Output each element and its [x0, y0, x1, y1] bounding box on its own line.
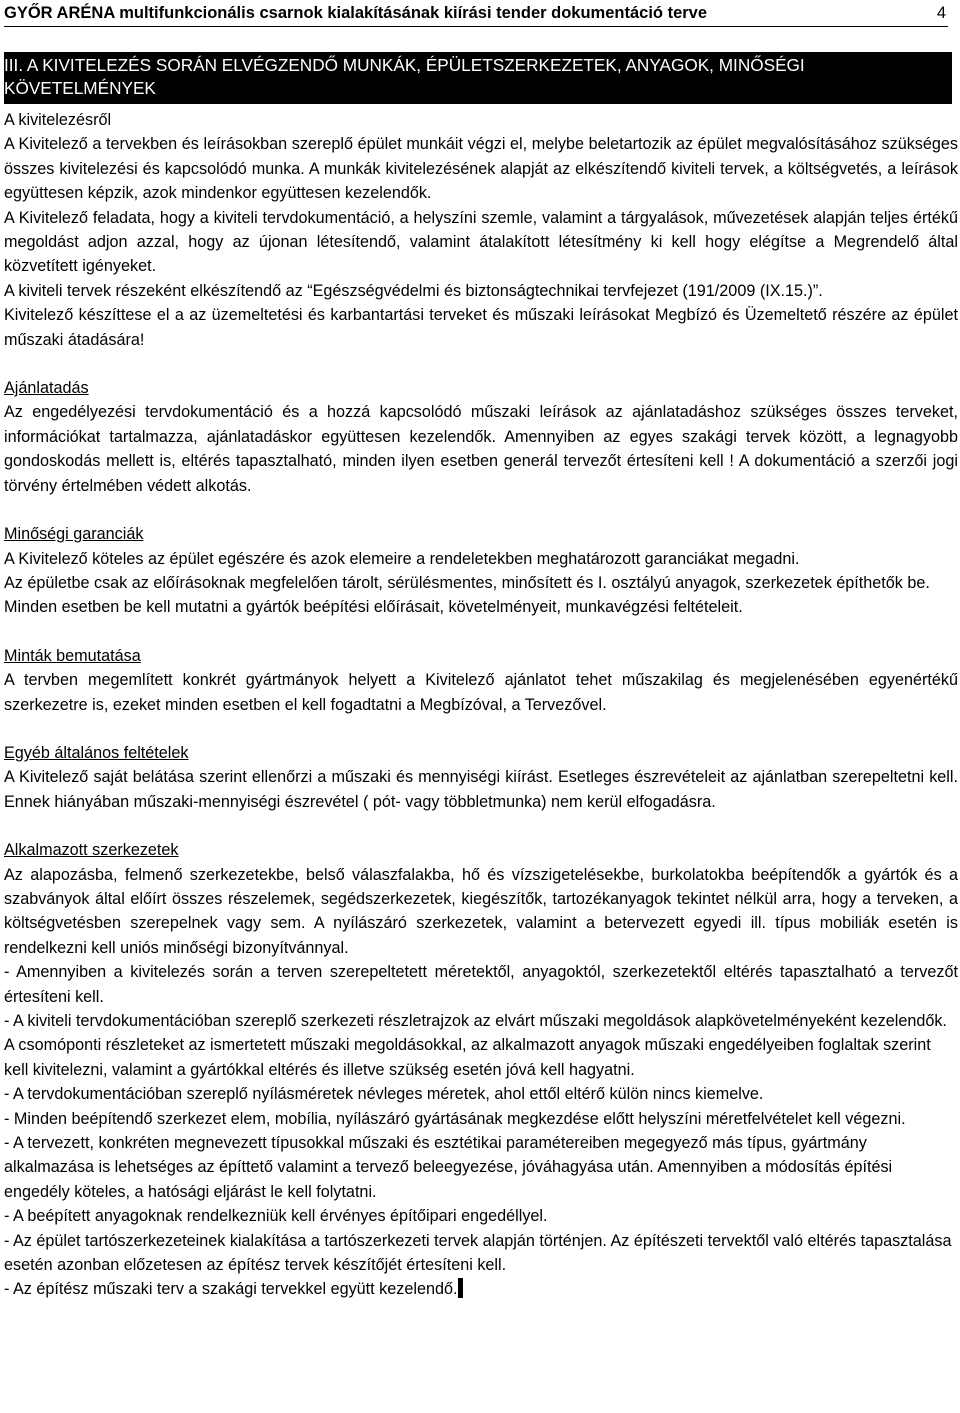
page-number: 4: [936, 4, 946, 22]
section-title-minosegi-garanciak: Minőségi garanciák: [4, 525, 144, 544]
paragraph: Az engedélyezési tervdokumentáció és a hozzá kapcsolódó műszaki leírások az ajánlatadáshoz szükséges összes terveket, információkat tartalmazza, ajánlatadáskor együttesen kezelendők. Amennyiben az egyes szakági tervek között, a legnagyobb gondoskodás mellett is, eltérés tapasztalható, minden ilyen esetben generál tervezőt értesíteni kell ! A dokumentáció a szerzői jogi törvény értelmében védett alkotás.: [4, 403, 958, 495]
header-title: GYŐR ARÉNA multifunkcionális csarnok kialakításának kiírási tender dokumentáció terve: [4, 4, 708, 22]
list-item: - Amennyiben a kivitelezés során a terven szerepeltetett méretektől, anyagoktól, szerkezetektől eltérés tapasztalható a tervezőt értesíteni kell.: [4, 963, 958, 1006]
section-title-kivitelezesrol: A kivitelezésről: [4, 111, 112, 129]
paragraph: A Kivitelező köteles az épület egészére és azok elemeire a rendeletekben meghatározott garanciákat megadni.: [4, 549, 800, 568]
list-item: - Minden beépítendő szerkezet elem, mobília, nyílászáró gyártásának megkezdése előtt helyszíni méretfelvételet kell végezni.: [4, 1109, 906, 1128]
list-item: - A beépített anyagoknak rendelkezniük kell érvényes építőipari engedéllyel.: [4, 1207, 548, 1226]
paragraph: Minden esetben be kell mutatni a gyártók beépítési előírásait, követelményeit, munkavégzési feltételeit.: [4, 598, 743, 617]
list-item: - A kiviteli tervdokumentációban szereplő szerkezeti részletrajzok az elvárt műszaki megoldások alapkövetelményeként kezelendők. A csomóponti részleteket az ismertetett műszaki megoldásokkal, az alkalmazott anyagok műszaki engedélyeiben foglaltak szerint kell kivitelezni, valamint a gyártókkal eltérés és illetve szükség esetén jóvá kell hagyatni.: [4, 1012, 947, 1079]
list-item-last: [4, 1277, 958, 1301]
paragraph: Az épületbe csak az előírásoknak megfelelően tárolt, sérülésmentes, minősített és I. osztályú anyagok, szerkezetek építhetők be.: [4, 573, 930, 592]
paragraph: A Kivitelező saját belátása szerint ellenőrzi a műszaki és mennyiségi kiírást. Esetleges észrevételeit az ajánlatban szerepeltetni kell. Ennek hiányában műszaki-mennyiségi észrevétel ( pót- vagy többletmunka) nem kerül elfogadásra.: [4, 768, 958, 811]
paragraph: A kiviteli tervek részeként elkészítendő az “Egészségvédelmi és biztonságtechnikai tervfejezet (191/2009 (IX.15.)”.: [4, 281, 823, 300]
text-cursor: [458, 1278, 463, 1298]
section-title-mintak-bemutatasa: Minták bemutatása: [4, 646, 141, 665]
paragraph: A Kivitelező feladata, hogy a kiviteli tervdokumentáció, a helyszíni szemle, valamint a tárgyalások, művezetések alapján teljes értékű megoldást adjon azzal, hogy az újonan létesítendő, valamint átalakított létesítmény ki kell hogy elégítse a Megrendelő által közvetített igényeket.: [4, 208, 958, 276]
chapter-heading: III. A KIVITELEZÉS SORÁN ELVÉGZENDŐ MUNKÁK, ÉPÜLETSZERKEZETEK, ANYAGOK, MINŐSÉGI KÖVETELMÉNYEK: [4, 52, 952, 104]
section-title-alkalmazott-szerkezetek: Alkalmazott szerkezetek: [4, 841, 179, 860]
section-title-ajanlatadas: Ajánlatadás: [4, 379, 89, 398]
section-title-egyeb-feltetelek: Egyéb általános feltételek: [4, 743, 189, 762]
paragraph: Kivitelező készíttese el a az üzemeltetési és karbantartási terveket és műszaki leírásokat Megbízó és Üzemeltető részére az épület műszaki átadására!: [4, 306, 958, 349]
paragraph: A Kivitelező a tervekben és leírásokban szereplő épület munkáit végzi el, melybe beletartozik az épület megvalósításához szükséges összes kivitelezési és kapcsolódó munka. A munkák kivitelezésének alapját az elkészítendő kiviteli tervek, a költségvetés, a leírások együttesen képzik, azok mindenkor együttesen kezelendők.: [4, 135, 958, 203]
document-body: [4, 108, 958, 1302]
list-item: - Az épület tartószerkezeteinek kialakítása a tartószerkezeti tervek alapján történjen. Az építészeti tervektől való eltérés tapasztalása esetén azonban előzetesen az építész tervek készítőjét értesíteni kell.: [4, 1231, 952, 1275]
list-item: - A tervdokumentációban szereplő nyílásméretek névleges méretek, ahol ettől eltérő külön nincs kiemelve.: [4, 1085, 764, 1104]
paragraph: A tervben megemlített konkrét gyártmányok helyett a Kivitelező ajánlatot tehet műszakilag és megjelenésében egyenértékű szerkezetre is, ezeket minden esetben el kell fogadtatni a Megbízóval, a Tervezővel.: [4, 671, 958, 714]
page-header: [4, 0, 948, 27]
list-item: - A tervezett, konkréten megnevezett típusokkal műszaki és esztétikai paramétereiben megegyező más típus, gyártmány alkalmazása is lehetséges az építtető valamint a tervező beleegyezése, jóváhagyása után. Amennyiben a módosítás építési engedély köteles, a hatósági eljárást le kell folytatni.: [4, 1134, 893, 1201]
paragraph: Az alapozásba, felmenő szerkezetekbe, belső válaszfalakba, hő és vízszigetelésekbe, burkolatokba beépítendők a gyártók és a szabványok által előírt összes részelemek, segédszerkezetek, kiegészítők, tartozékanyagok tekintet nélkül arra, hogy a terveken, a költségvetésben szerepelnek vagy sem. A nyílászáró szerkezetek, valamint a betervezett egyedi ill. típus mobiliák esetén is rendelkezni kell uniós minőségi bizonyítvánnyal.: [4, 865, 958, 957]
last-list-item-text: - Az építész műszaki terv a szakági tervekkel együtt kezelendő.: [4, 1280, 458, 1299]
